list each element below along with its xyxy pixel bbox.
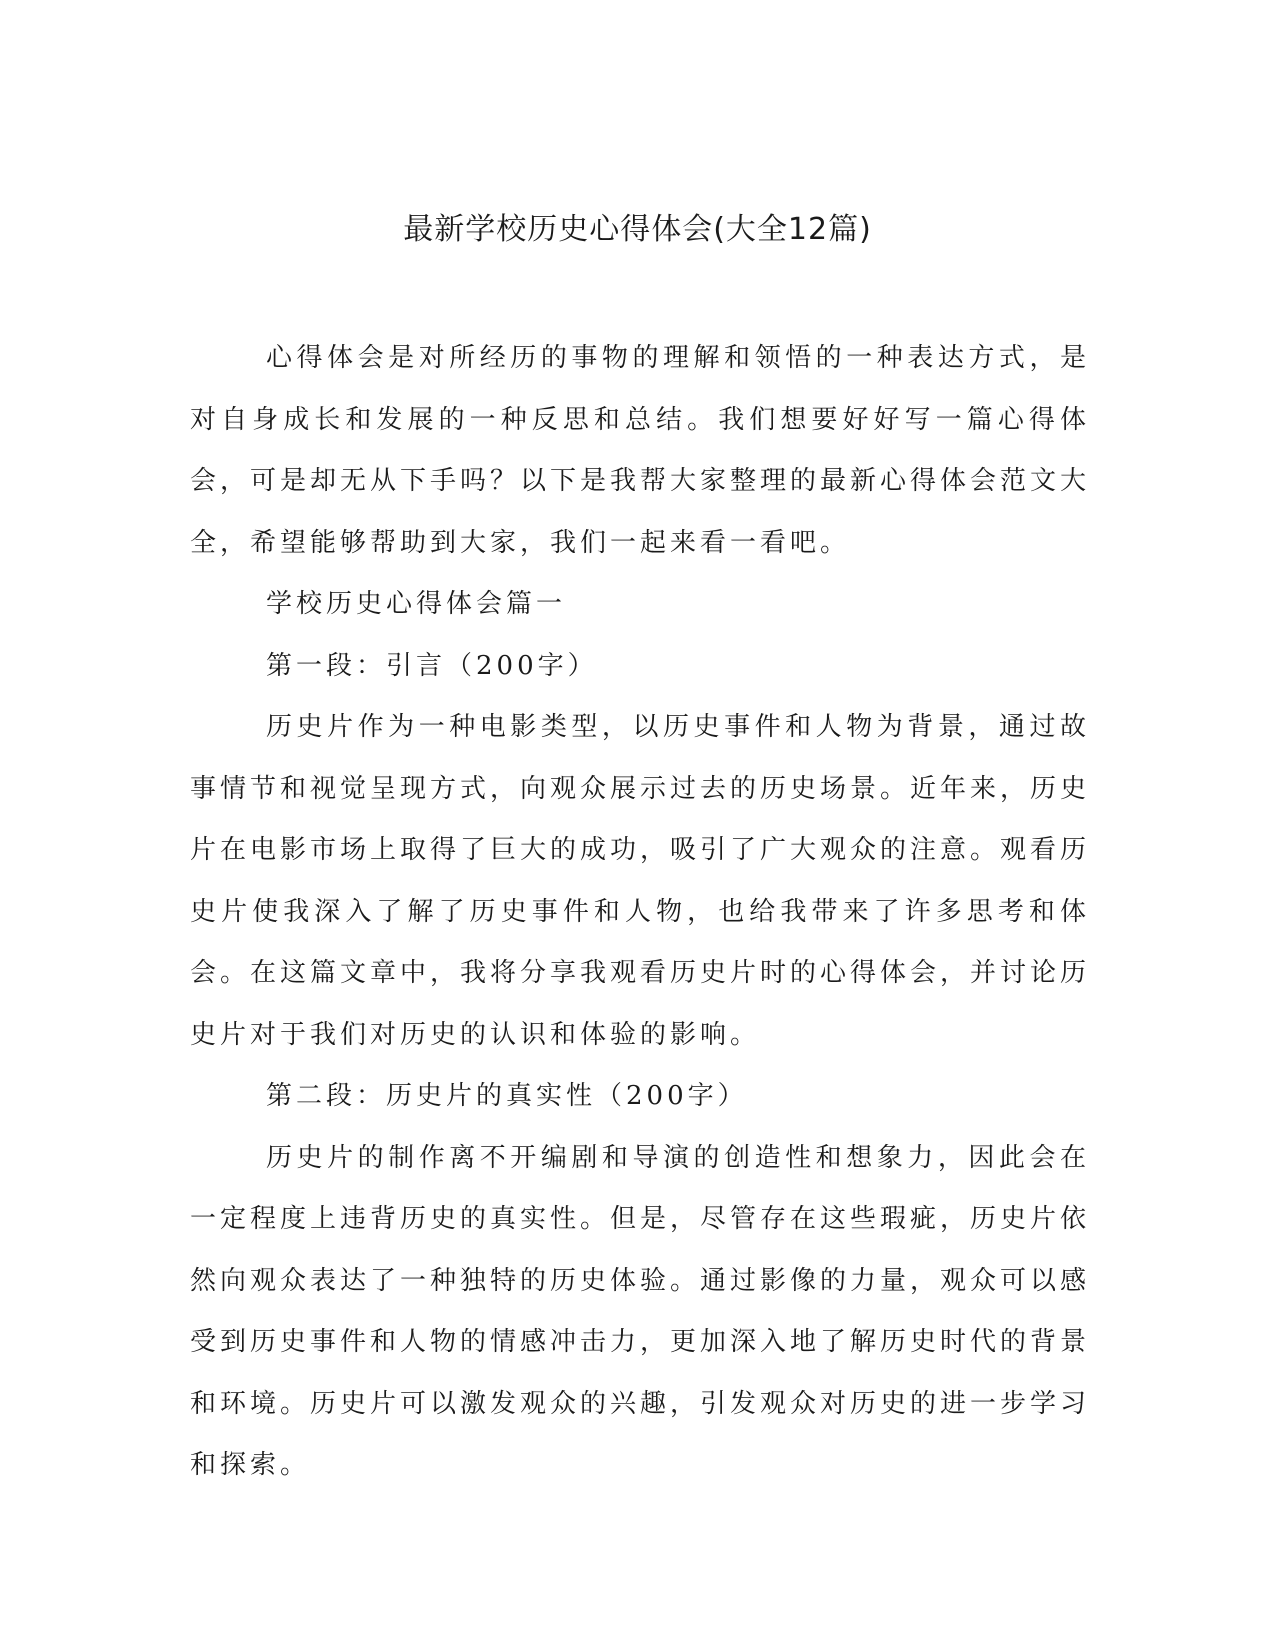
section-heading-part-one: 学校历史心得体会篇一	[266, 589, 567, 619]
paragraph-introduction: 历史片作为一种电影类型，以历史事件和人物为背景，通过故事情节和视觉呈现方式，向观众展示过去的历史场景。近年来，历史片在电影市场上取得了巨大的成功，吸引了广大观众的注意。观看历史片使我深入了解了历史事件和人物，也给我带来了许多思考和体会。在这篇文章中，我将分享我观看历史片时的心得体会，并讨论历史片对于我们对历史的认识和体验的影响。	[190, 712, 1091, 1050]
subheading-introduction: 第一段：引言（200字）	[266, 650, 598, 681]
intro-paragraph: 心得体会是对所经历的事物的理解和领悟的一种表达方式，是对自身成长和发展的一种反思和总结。我们想要好好写一篇心得体会，可是却无从下手吗？以下是我帮大家整理的最新心得体会范文大全，希望能够帮助到大家，我们一起来看一看吧。	[190, 343, 1091, 558]
paragraph-authenticity: 历史片的制作离不开编剧和导演的创造性和想象力，因此会在一定程度上违背历史的真实性。但是，尽管存在这些瑕疵，历史片依然向观众表达了一种独特的历史体验。通过影像的力量，观众可以感受到历史事件和人物的情感冲击力，更加深入地了解历史时代的背景和环境。历史片可以激发观众的兴趣，引发观众对历史的进一步学习和探索。	[190, 1142, 1091, 1480]
document-title: 最新学校历史心得体会(大全12篇)	[403, 212, 872, 247]
subheading-authenticity: 第二段：历史片的真实性（200字）	[266, 1081, 748, 1111]
document-body	[190, 328, 1090, 1497]
